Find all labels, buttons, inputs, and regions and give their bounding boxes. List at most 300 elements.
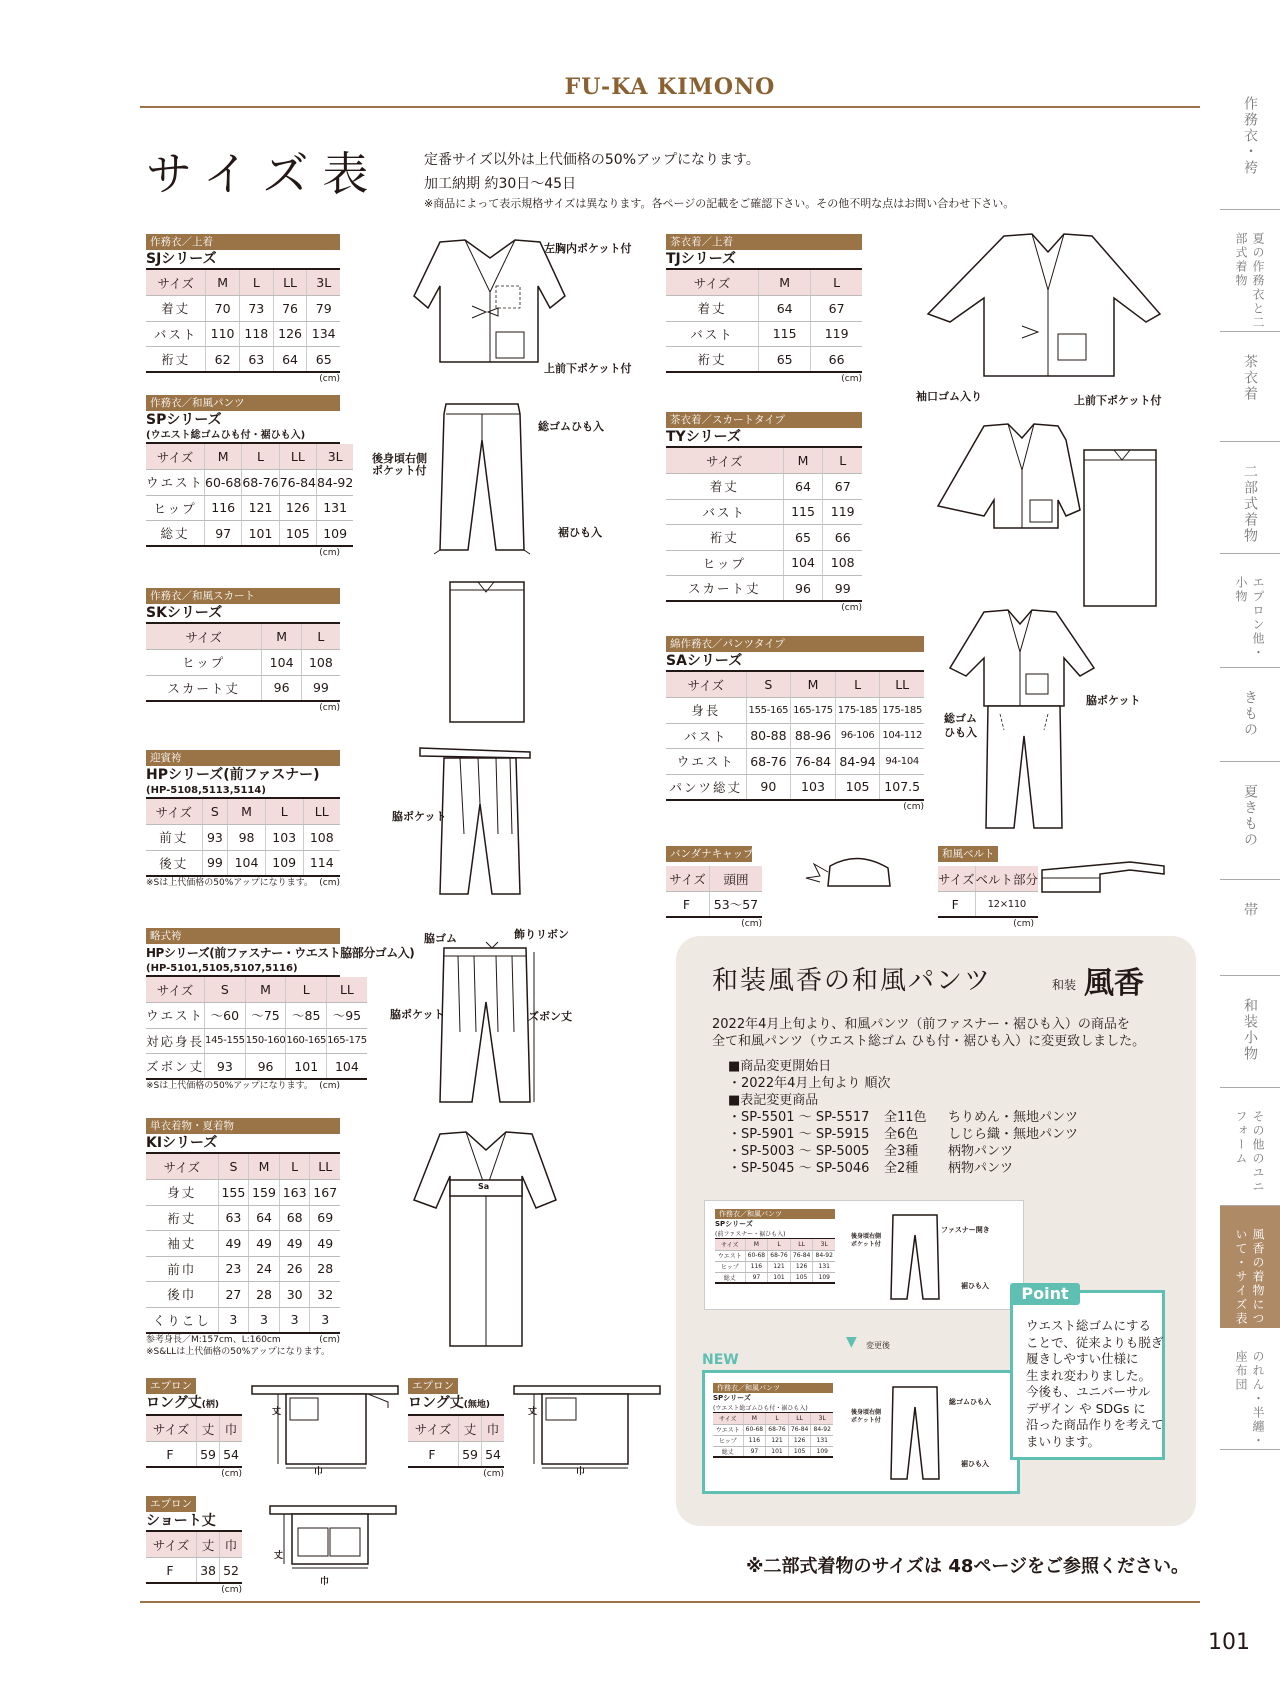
side-index-tab[interactable]: [1220, 880, 1280, 976]
samue-pants-illustration: [432, 400, 532, 560]
table-cell: M: [228, 799, 266, 825]
row-label: ウエスト: [715, 1250, 745, 1261]
item-type: しじら織・無地パンツ: [948, 1127, 1079, 1142]
item-count: 全3種: [884, 1144, 919, 1159]
row-label: F: [408, 1442, 459, 1468]
series-name: HPシリーズ(前ファスナー): [146, 767, 320, 783]
table-header-row: [146, 270, 340, 296]
table-cell: L: [242, 444, 279, 470]
table-cell: 76: [273, 296, 307, 322]
side-index-label: その他のユニフォーム: [1234, 1110, 1265, 1194]
series-name: ショート丈: [146, 1512, 242, 1532]
footer-rule: [140, 1601, 1200, 1603]
table-cell: M: [791, 672, 836, 698]
table-cell: 88-96: [791, 723, 836, 749]
side-index-label: きもの: [1242, 690, 1258, 738]
table-row: [146, 1256, 340, 1282]
category-label: 茶衣着／上着: [666, 234, 862, 250]
table-cell: 63: [239, 347, 273, 373]
rubber-label: 総ゴム: [944, 712, 977, 725]
row-label: 着丈: [666, 296, 759, 322]
table-cell: LL: [880, 672, 924, 698]
table-header-row: [666, 448, 862, 474]
size-table: [146, 799, 340, 877]
size-table: [146, 444, 353, 547]
panel-text: [712, 1016, 1145, 1177]
side-index-tab[interactable]: [1220, 1206, 1280, 1328]
table-cell: 巾: [220, 1532, 242, 1558]
table-cell: 126: [279, 495, 316, 521]
table-cell: 24: [249, 1256, 280, 1282]
table-cell: 65: [759, 347, 811, 373]
unit-label: (cm): [483, 1469, 504, 1479]
apron-short-block: [146, 1496, 242, 1596]
table-cell: 76-84: [279, 470, 316, 496]
row-label: 着丈: [666, 474, 783, 500]
category-label: エプロン: [146, 1378, 196, 1394]
table-cell: 126: [788, 1435, 811, 1446]
new-pants-illustration: [885, 1383, 945, 1483]
table-row: [666, 749, 924, 775]
item-count: 全2種: [884, 1161, 919, 1176]
belt-illustration: [1040, 856, 1166, 896]
row-label: F: [666, 892, 709, 918]
table-cell: S: [746, 672, 791, 698]
table-row: [408, 1442, 504, 1468]
sk-size-block: [146, 588, 340, 714]
side-index-tab[interactable]: [1220, 442, 1280, 554]
table-header-row: [666, 270, 862, 296]
series-name: SAシリーズ: [666, 652, 924, 672]
table-row: [146, 495, 353, 521]
table-cell: L: [301, 624, 340, 650]
table-row: [146, 1558, 242, 1584]
table-cell: 131: [813, 1261, 835, 1272]
table-row: [146, 347, 340, 373]
chaiki-jacket-illustration: [924, 230, 1164, 380]
size-table: [408, 1416, 504, 1468]
table-cell: 64: [759, 296, 811, 322]
chest-pocket-label: 左胸内ポケット付: [544, 242, 632, 255]
table-cell: 109: [265, 850, 303, 876]
table-cell: 3: [279, 1307, 310, 1333]
table-cell: 80-88: [746, 723, 791, 749]
table-header-row: [146, 1532, 242, 1558]
side-index-tab[interactable]: [1220, 210, 1280, 332]
table-cell: 52: [220, 1558, 242, 1584]
panel-line-2: 全て和風パンツ（ウエスト総ゴム ひも付・裾ひも入）に変更致しました。: [712, 1034, 1146, 1049]
table-row: [146, 470, 353, 496]
table-row: [146, 521, 353, 547]
category-label: 迎賓袴: [146, 750, 340, 766]
category-label: バンダナキャップ: [666, 846, 752, 862]
table-header-row: [146, 444, 353, 470]
table-row: [713, 1424, 833, 1435]
table-cell: 160-165: [286, 1028, 327, 1054]
table-cell: M: [206, 270, 240, 296]
mini-rubber-label: 総ゴムひも入: [949, 1398, 991, 1406]
sa-size-block: [666, 636, 924, 813]
table-cell: 109: [317, 521, 354, 547]
size-table: [666, 448, 862, 602]
side-index: [1220, 74, 1280, 1450]
table-cell: 108: [301, 650, 340, 676]
mini-sub: (前ファスナー・裾ひも入): [715, 1229, 835, 1239]
intro-line-1: 定番サイズ以外は上代価格の50%アップになります。: [424, 152, 760, 168]
intro-line-3: ※商品によって表示規格サイズは異なります。各ページの記載をご確認下さい。その他不明な点はお問い合わせ下さい。: [424, 197, 1015, 210]
side-index-tab[interactable]: [1220, 668, 1280, 762]
table-cell: 丈: [459, 1416, 482, 1442]
table-cell: M: [245, 977, 286, 1003]
row-label: ウエスト: [713, 1424, 743, 1435]
front-pocket-label: 上前下ポケット付: [544, 362, 632, 375]
table-cell: 167: [310, 1180, 340, 1206]
table-cell: 101: [768, 1272, 791, 1283]
table-cell: 175-185: [835, 698, 880, 724]
category-label: エプロン: [408, 1378, 458, 1394]
side-index-label: 和装小物: [1242, 998, 1258, 1062]
table-cell: 68-76: [746, 749, 791, 775]
size-table: [146, 1154, 340, 1334]
size-table: [938, 866, 1038, 918]
side-pocket-label-3: 脇ポケット: [1086, 694, 1141, 707]
table-cell: 96: [783, 576, 823, 602]
table-header-row: [146, 977, 367, 1003]
side-index-label: 帯: [1242, 902, 1258, 918]
row-label: サイズ: [715, 1239, 745, 1250]
note: 参考身長／M:157cm、L:160cm: [146, 1334, 281, 1345]
table-cell: 12×110: [975, 892, 1038, 918]
ki-size-block: [146, 1118, 340, 1358]
panel-title: 和装風香の和風パンツ: [712, 966, 993, 996]
row-label: 身丈: [146, 1180, 218, 1206]
table-cell: 165-175: [327, 1028, 367, 1054]
point-line: 生まれ変わりました。: [1026, 1367, 1152, 1383]
table-row: [666, 774, 924, 800]
table-header-row: [146, 624, 340, 650]
row-label: 総丈: [146, 521, 205, 547]
table-row: [666, 347, 862, 373]
side-index-tab[interactable]: [1220, 1088, 1280, 1206]
table-cell: 101: [242, 521, 279, 547]
row-label: サイズ: [146, 1154, 218, 1180]
table-cell: 65: [783, 525, 823, 551]
mini-back-pocket-label: 後身頃右側: [851, 1409, 882, 1416]
table-row: [666, 525, 862, 551]
table-cell: 28: [249, 1282, 280, 1308]
table-cell: 49: [249, 1231, 280, 1257]
table-row: [938, 892, 1038, 918]
table-row: [715, 1250, 835, 1261]
table-cell: 62: [206, 347, 240, 373]
apron-long-plain-block: [408, 1378, 504, 1480]
table-cell: 84-92: [813, 1250, 835, 1261]
side-pocket-label-2: 脇ポケット: [390, 1008, 445, 1021]
table-cell: 97: [205, 521, 242, 547]
apron-long-plain-illustration: [512, 1380, 662, 1470]
table-cell: ～60: [205, 1003, 246, 1029]
table-cell: 38: [197, 1558, 220, 1584]
category-label: 綿作務衣／パンツタイプ: [666, 636, 924, 652]
table-cell: 27: [218, 1282, 249, 1308]
mini-hem-label: 裾ひも入: [961, 1282, 989, 1290]
category-label: 作務衣／和風パンツ: [146, 395, 340, 411]
note: ※Sは上代価格の50%アップになります。: [146, 1081, 313, 1091]
table-cell: 79: [307, 296, 340, 322]
table-cell: 159: [249, 1180, 280, 1206]
panel-logo-small: 和装: [1052, 978, 1077, 992]
table-cell: 93: [202, 825, 228, 851]
width-dim-label: 巾: [576, 1467, 586, 1477]
row-label: 総丈: [715, 1272, 745, 1283]
table-cell: 105: [835, 774, 880, 800]
table-cell: LL: [788, 1413, 811, 1424]
item-type: ちりめん・無地パンツ: [948, 1110, 1079, 1125]
apron-short-illustration: [268, 1500, 398, 1580]
side-index-label: エプロン他・小物: [1234, 576, 1265, 660]
zip-label: ファスナー開き: [941, 1226, 990, 1234]
ty-size-block: [666, 412, 862, 614]
row-label: サイズ: [146, 624, 262, 650]
table-cell: 105: [790, 1272, 813, 1283]
table-cell: 119: [811, 321, 862, 347]
table-cell: 64: [249, 1205, 280, 1231]
header-rule: [140, 106, 1200, 108]
side-index-label: 風香の着物について・サイズ表: [1234, 1228, 1265, 1326]
row-label: 裄丈: [666, 347, 759, 373]
row-label: スカート丈: [146, 675, 262, 701]
table-cell: 103: [791, 774, 836, 800]
table-cell: L: [286, 977, 327, 1003]
table-cell: 76-84: [791, 749, 836, 775]
row-label: 前丈: [146, 825, 202, 851]
table-cell: 90: [746, 774, 791, 800]
row-label: サイズ: [666, 270, 759, 296]
unit-label: (cm): [221, 1585, 242, 1595]
row-label: 総丈: [713, 1446, 743, 1457]
row-label: バスト: [146, 321, 206, 347]
side-index-tab[interactable]: [1220, 74, 1280, 210]
category-label: エプロン: [146, 1496, 196, 1512]
page-number: 101: [1208, 1630, 1250, 1655]
series-name: SKシリーズ: [146, 604, 340, 624]
side-index-label: 夏きもの: [1242, 784, 1258, 848]
table-row: [666, 550, 862, 576]
table-cell: 115: [783, 499, 823, 525]
side-index-tab[interactable]: [1220, 1328, 1280, 1450]
series-name: SJシリーズ: [146, 250, 340, 270]
table-cell: 30: [279, 1282, 310, 1308]
size-table: [146, 977, 367, 1080]
table-cell: LL: [279, 444, 316, 470]
item-count: 全6色: [884, 1127, 919, 1142]
sj-size-block: [146, 234, 340, 385]
point-line: 履きしやすい仕様に: [1026, 1351, 1139, 1366]
side-index-label: のれん・半纏・座布団: [1234, 1350, 1265, 1448]
table-cell: ベルト部分: [975, 866, 1038, 892]
table-cell: 84-92: [317, 470, 354, 496]
row-label: サイズ: [146, 977, 205, 1003]
brand-title: FU-KA KIMONO: [564, 74, 776, 100]
table-cell: 76-84: [790, 1250, 813, 1261]
row-label: サイズ: [666, 448, 783, 474]
table-cell: 121: [242, 495, 279, 521]
table-cell: ～85: [286, 1003, 327, 1029]
series-tag: (無地): [463, 1400, 490, 1410]
table-cell: 165-175: [791, 698, 836, 724]
table-cell: 103: [265, 825, 303, 851]
table-cell: 28: [310, 1256, 340, 1282]
footer-note: ※二部式着物のサイズは 48ページをご参照ください。: [746, 1556, 1190, 1577]
table-cell: 104: [783, 550, 823, 576]
table-cell: 121: [766, 1435, 789, 1446]
series-name: HPシリーズ(前ファスナー・ウエスト脇部分ゴム入): [146, 946, 415, 960]
waist-rubber-label: 総ゴムひも入: [538, 420, 604, 433]
table-row: [666, 892, 762, 918]
hem-tie-label: 裾ひも入: [558, 526, 602, 539]
row-label: 前巾: [146, 1256, 218, 1282]
table-cell: 巾: [220, 1416, 242, 1442]
side-index-tab[interactable]: [1220, 554, 1280, 668]
length-dim-label: 丈: [272, 1407, 282, 1417]
row-label: サイズ: [408, 1416, 459, 1442]
unit-label: (cm): [319, 1334, 340, 1345]
table-cell: 97: [743, 1446, 766, 1457]
change-arrow-icon: ▼: [846, 1334, 857, 1350]
row-label: ウエスト: [146, 470, 205, 496]
table-cell: M: [262, 624, 301, 650]
old-mini-block: [715, 1209, 835, 1284]
table-cell: 49: [279, 1231, 310, 1257]
table-cell: 108: [823, 550, 862, 576]
note: ※Sは上代価格の50%アップになります。: [146, 877, 313, 888]
panel-heading-2: ■表記変更商品: [728, 1093, 819, 1108]
row-label: ヒップ: [146, 650, 262, 676]
table-header-row: [938, 866, 1038, 892]
table-cell: L: [811, 270, 862, 296]
mini-series: SPシリーズ: [715, 1220, 753, 1228]
table-cell: 109: [813, 1272, 835, 1283]
width-dim-label: 巾: [314, 1467, 324, 1477]
table-cell: 3L: [307, 270, 340, 296]
table-header-row: [146, 1416, 242, 1442]
table-cell: 104: [262, 650, 301, 676]
table-cell: L: [239, 270, 273, 296]
product-item: [728, 1160, 1145, 1177]
side-index-tab[interactable]: [1220, 976, 1280, 1088]
table-row: [715, 1261, 835, 1272]
item-code: ・SP-5003 ～ SP-5005: [728, 1144, 870, 1159]
mini-hem-label: 裾ひも入: [961, 1460, 989, 1468]
table-cell: 119: [823, 499, 862, 525]
table-cell: 97: [745, 1272, 768, 1283]
point-heading: Point: [1010, 1283, 1080, 1305]
side-index-label: 作務衣・袴: [1242, 96, 1258, 176]
table-cell: 98: [228, 825, 266, 851]
table-row: [666, 321, 862, 347]
table-row: [146, 1231, 340, 1257]
table-cell: 頭囲: [709, 866, 762, 892]
table-cell: 68-76: [768, 1250, 791, 1261]
table-cell: 131: [317, 495, 354, 521]
category-label: 略式袴: [146, 928, 340, 944]
table-row: [146, 1442, 242, 1468]
table-cell: M: [743, 1413, 766, 1424]
row-label: バスト: [666, 723, 746, 749]
table-cell: 53～57: [709, 892, 762, 918]
table-cell: 70: [206, 296, 240, 322]
table-cell: 3L: [813, 1239, 835, 1250]
new-mini-block: [713, 1383, 833, 1458]
table-cell: 116: [205, 495, 242, 521]
table-cell: M: [205, 444, 242, 470]
old-pants-illustration: [885, 1211, 945, 1303]
point-line: 今後も、ユニバーサル: [1026, 1384, 1151, 1399]
mini-back-pocket-label-2: ポケット付: [851, 1417, 881, 1424]
table-cell: 76-84: [788, 1424, 811, 1435]
table-cell: ～75: [245, 1003, 286, 1029]
unit-label: (cm): [319, 702, 340, 713]
table-cell: 126: [790, 1261, 813, 1272]
bandana-cap-illustration: [800, 850, 900, 900]
table-cell: 175-185: [880, 698, 924, 724]
table-cell: 131: [811, 1435, 833, 1446]
panel-heading-1: ■商品変更開始日: [728, 1059, 832, 1074]
item-code: ・SP-5501 ～ SP-5517: [728, 1110, 870, 1125]
series-name: ロング丈: [408, 1395, 464, 1411]
category-label: 単衣着物・夏着物: [146, 1118, 340, 1134]
size-table: [146, 1532, 242, 1584]
table-cell: 155: [218, 1180, 249, 1206]
series-name: KIシリーズ: [146, 1134, 340, 1154]
table-cell: 115: [759, 321, 811, 347]
unit-label: (cm): [319, 374, 340, 384]
product-item: [728, 1126, 1145, 1143]
table-row: [146, 825, 340, 851]
table-cell: 67: [811, 296, 862, 322]
table-header-row: [408, 1416, 504, 1442]
table-cell: 84-94: [835, 749, 880, 775]
item-type: 柄物パンツ: [948, 1144, 1014, 1159]
pants-length-label: ズボン丈: [528, 1010, 572, 1023]
table-cell: 23: [218, 1256, 249, 1282]
side-index-label: 茶衣着: [1242, 354, 1258, 402]
item-code: ・SP-5045 ～ SP-5046: [728, 1161, 870, 1176]
table-cell: 64: [783, 474, 823, 500]
table-cell: 108: [303, 825, 340, 851]
point-line: ウエスト総ゴムにする: [1026, 1318, 1152, 1333]
table-cell: 99: [301, 675, 340, 701]
point-line: デザイン や SDGs に: [1026, 1400, 1146, 1416]
row-label: サイズ: [146, 270, 206, 296]
unit-label: (cm): [903, 801, 924, 812]
mini-size-table: [713, 1413, 833, 1458]
table-row: [666, 576, 862, 602]
item-count: 全11色: [884, 1110, 927, 1125]
table-row: [666, 499, 862, 525]
skirt-illustration: [448, 576, 526, 726]
table-cell: 54: [482, 1442, 504, 1468]
table-row: [146, 1054, 367, 1080]
apron-long-pattern-block: [146, 1378, 242, 1480]
back-pocket-label: 後身頃右側: [372, 452, 427, 465]
row-label: 裄丈: [146, 1205, 218, 1231]
side-index-label: 二部式着物: [1242, 464, 1258, 544]
row-label: 身長: [666, 698, 746, 724]
side-index-tab[interactable]: [1220, 762, 1280, 880]
side-index-tab[interactable]: [1220, 332, 1280, 442]
obi-label: Sa: [478, 1182, 490, 1191]
